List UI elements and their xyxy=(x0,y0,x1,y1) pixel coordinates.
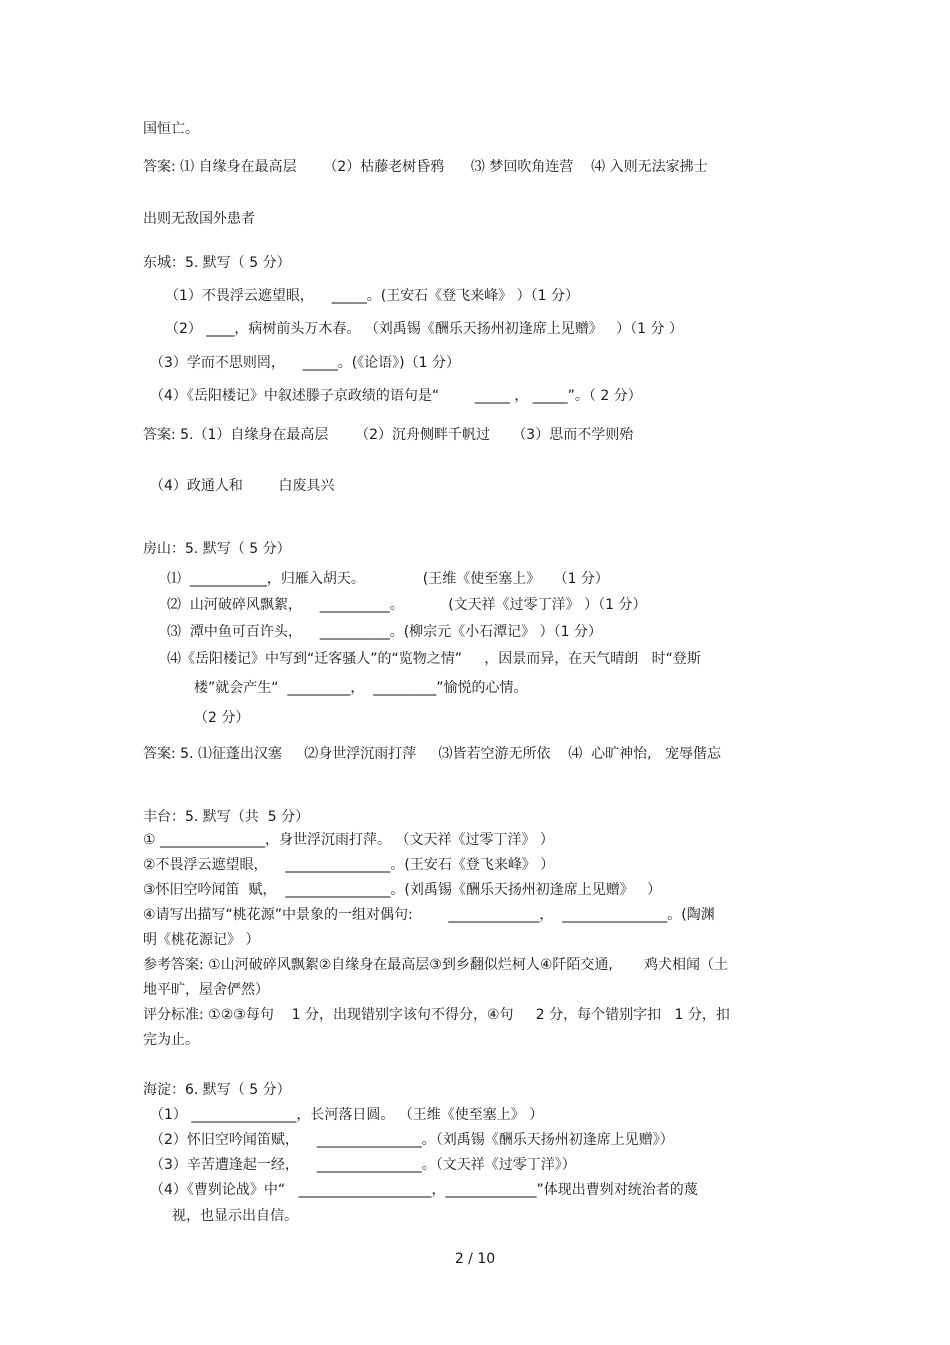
scoring-line: 评分标准: ①②③每句 1 分，出现错别字该句不得分，④句 2 分，每个错别字扣 1 分，扣 xyxy=(143,1007,730,1023)
question-line: （3）辛苦遭逢起一经， _______________。（文天祥《过零丁洋》） xyxy=(150,1157,576,1173)
question-line: ④请写出描写“桃花源”中景象的一组对偶句: _____________， _______________。(陶渊 xyxy=(143,907,715,923)
answer-line: 答案: 5. ⑴征蓬出汉塞 ⑵身世浮沉雨打萍 ⑶皆若空游无所依 ⑷ 心旷神怡, 宠辱偕忘 xyxy=(143,746,721,762)
answer-line: 答案: ⑴ 自缘身在最高层 （2）枯藤老树昏鸦 ⑶ 梦回吹角连营 ⑷ 入则无法家拂士 xyxy=(143,159,708,175)
section-heading-haidian: 海淀：6. 默写（ 5 分） xyxy=(143,1082,291,1098)
section-heading-fengtai: 丰台：5. 默写（共 5 分） xyxy=(143,809,310,825)
page-number: 2 / 10 xyxy=(454,1251,496,1267)
scoring-line: 完为止。 xyxy=(143,1032,199,1048)
question-line: ⑵ 山河破碎风飘絮， __________。 (文天祥《过零丁洋》 ）（1 分） xyxy=(167,597,647,613)
question-line: （1）不畏浮云遮望眼， _____。(王安石《登飞来峰》 ）（1 分） xyxy=(165,288,579,304)
question-line: ⑷《岳阳楼记》中写到“迁客骚人”的“览物之情” ，因景而异，在天气晴朗 时“登斯 xyxy=(167,651,701,667)
question-line: （3）学而不思则罔， _____。(《论语》)（1 分） xyxy=(150,355,460,371)
question-line: ⑶ 潭中鱼可百许头， __________。(柳宗元《小石潭记》 ）（1 分） xyxy=(167,624,602,640)
section-heading-fangshan: 房山：5. 默写（ 5 分） xyxy=(143,541,291,557)
question-line: （2）怀旧空吟闻笛赋， _______________。（刘禹锡《酬乐天扬州初逢席上见赠》） xyxy=(150,1132,674,1148)
question-line: ⑴ ___________，归雁入胡天。 (王维《使至塞上》 （1 分） xyxy=(167,571,609,587)
answer-line: 答案: 5.（1）自缘身在最高层 （2）沉舟侧畔千帆过 （3）思而不学则殆 xyxy=(143,427,634,443)
answer-line: 地平旷，屋舍俨然） xyxy=(143,982,269,998)
question-line: ③怀旧空吟闻笛 赋， _______________。(刘禹锡《酬乐天扬州初逢席上见赠》 ） xyxy=(143,882,662,898)
question-line: （2） ____，病树前头万木春。 （刘禹锡《酬乐天扬州初逢席上见赠》 ）（1 分 ） xyxy=(165,321,683,337)
question-line: 明《桃花源记》 ） xyxy=(143,932,260,948)
question-line: （4）《曹刿论战》中“ ___________________，_____________”体现出曹刿对统治者的蔑 xyxy=(150,1182,698,1198)
question-line: （1） _______________，长河落日圆。 （王维《使至塞上》 ） xyxy=(150,1107,544,1123)
text-line: 国恒亡。 xyxy=(143,121,199,137)
section-heading-dongcheng: 东城：5. 默写（ 5 分） xyxy=(143,255,291,271)
question-line: （2 分） xyxy=(194,710,250,726)
answer-line: 参考答案: ①山河破碎风飘絮②自缘身在最高层③到乡翻似烂柯人④阡陌交通, 鸡犬相闻（土 xyxy=(143,957,728,973)
answer-line: （4）政通人和 白废具兴 xyxy=(150,478,335,494)
question-line: ① _______________，身世浮沉雨打萍。 （文天祥《过零丁洋》 ） xyxy=(143,832,554,848)
question-line: 视，也显示出自信。 xyxy=(172,1208,298,1224)
question-line: （4）《岳阳楼记》中叙述滕子京政绩的语句是“ _____ ， _____”。（ 2 分） xyxy=(150,388,642,404)
question-line: ②不畏浮云遮望眼， _______________。(王安石《登飞来峰》 ） xyxy=(143,857,555,873)
text-line: 出则无敌国外患者 xyxy=(143,211,255,227)
question-line: 楼”就会产生“ _________， _________”愉悦的心情。 xyxy=(194,680,528,696)
